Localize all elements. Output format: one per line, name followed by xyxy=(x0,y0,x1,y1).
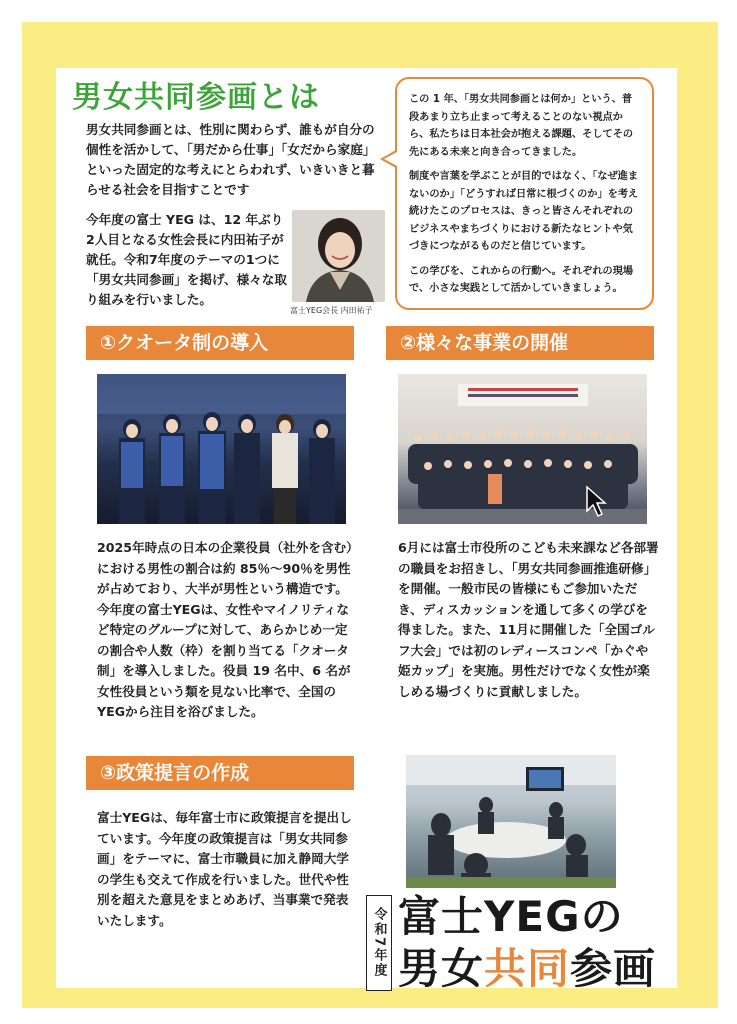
section1-heading: ①クオータ制の導入 xyxy=(86,326,354,360)
big-title-part-a: 男女 xyxy=(398,944,485,993)
bubble-paragraph-3: この学びを、これからの行動へ。それぞれの現場で、小さな実践として活かしていきましょう。 xyxy=(409,265,634,294)
big-title-part-c: 参画 xyxy=(570,944,657,993)
stage-photo xyxy=(97,374,346,524)
page-title: 男女共同参画とは xyxy=(72,80,320,115)
chair-caption: 富士YEG会長 内田祐子 xyxy=(290,306,373,315)
intro-paragraph: 男女共同参画とは、性別に関わらず、誰もが自分の個性を活かして、「男だから仕事」「女だから家庭」といった固定的な考えにとらわれず、いきいきと暮らせる社会を目指すことです xyxy=(86,122,376,197)
section3-heading: ③政策提言の作成 xyxy=(86,756,354,790)
big-title-line2 xyxy=(398,945,656,993)
bubble-tail-inner xyxy=(384,152,397,166)
group-photo xyxy=(398,374,647,524)
mouse-pointer-icon xyxy=(585,485,609,519)
big-title-part-b: 共同 xyxy=(484,944,571,993)
bubble-paragraph-1: この 1 年、「男女共同参画とは何か」という、普段あまり立ち止まって考えることのない視点から、私たちは日本社会が抱える課題、そしてその先にある未来と向き合ってきました。 xyxy=(409,94,634,158)
meeting-photo xyxy=(406,755,616,888)
year-badge-label: 令和7年度 xyxy=(371,907,387,979)
chair-photo xyxy=(292,210,385,302)
bubble-paragraph-2: 制度や言葉を学ぶことが目的ではなく、「なぜ進まないのか」「どうすれば日常に根づくのか」を考え続けたこのプロセスは、きっと皆さんそれぞれのビジネスやまちづくりにおける新たなヒントや気づきにつながるものだと信じています。 xyxy=(409,171,639,252)
section2-heading: ②様々な事業の開催 xyxy=(386,326,654,360)
section3-text: 富士YEGは、毎年富士市に政策提言を提出しています。今年度の政策提言は「男女共同参画」をテーマに、富士市職員に加え静岡大学の学生も交えて作成を行いました。世代や性別を超えた意見をまとめあげ、当事業で発表いたします。 xyxy=(97,810,352,928)
section2-text: 6月には富士市役所のこども未来課など各部署の職員をお招きし、「男女共同参画推進研修」を開催。一般市民の皆様にもご参加いただき、ディスカッションを通して多くの学びを得ました。また、11月に開催した「全国ゴルフ大会」では初のレディースコンペ「かぐや姫カップ」を実施。男性だけでなく女性が楽しめる場づくりに貢献しました。 xyxy=(398,540,659,699)
section1-text: 2025年時点の日本の企業役員（社外を含む）における男性の割合は約 85％～90％を男性が占めており、大半が男性という構造です。今年度の富士YEGは、女性やマイノリティなど特定のグループに対して、あらかじめ一定の割合や人数（枠）を割り当てる「クオータ制」を導入しました。役員 19 名中、6 名が女性役員という類を見ない比率で、全国のYEGから注目を浴びました。 xyxy=(97,540,359,719)
year-badge xyxy=(366,895,392,991)
message-bubble xyxy=(395,77,654,310)
yeg-paragraph: 今年度の富士 YEG は、12 年ぶり2人目となる女性会長に内田祐子が就任。令和7年度のテーマの1つに「男女共同参画」を掲げ、様々な取り組みを行いました。 xyxy=(86,212,287,307)
big-title-line1: 富士YEGの xyxy=(398,892,624,941)
